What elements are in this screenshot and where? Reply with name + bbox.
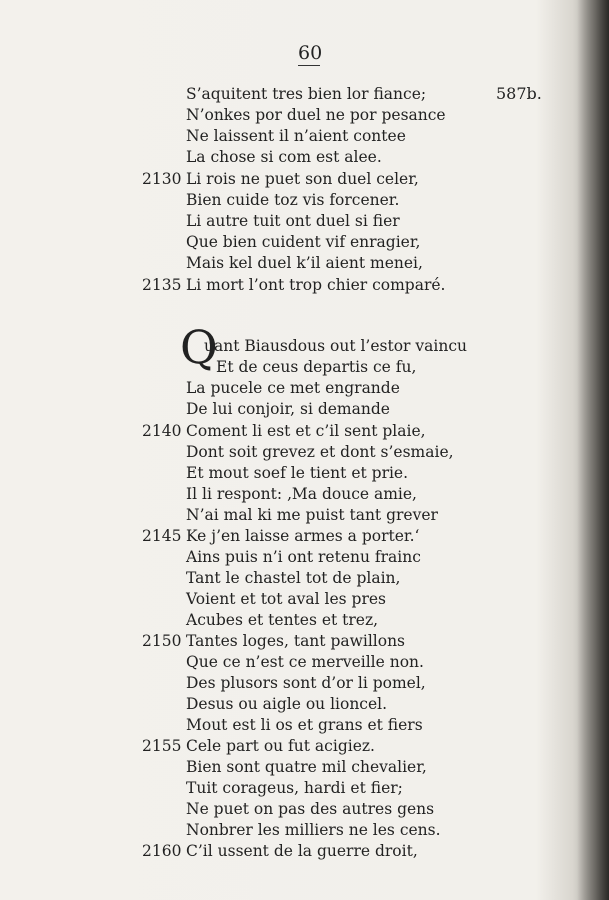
verse-line: Tant le chastel tot de plain,	[186, 569, 401, 587]
verse-line: Nonbrer les milliers ne les cens.	[186, 821, 441, 839]
line-number: 2130	[142, 170, 182, 188]
verse-line: La pucele ce met engrande	[186, 379, 400, 397]
verse-line: Mout est li os et grans et fiers	[186, 716, 423, 734]
line-number: 2135	[142, 276, 182, 294]
verse-line: Ne puet on pas des autres gens	[186, 800, 435, 818]
verse-line: Et mout soef le tient et prie.	[186, 464, 409, 482]
page-number: 60	[298, 42, 323, 64]
line-number: 2160	[142, 842, 182, 860]
verse-line: Desus ou aigle ou lioncel.	[186, 695, 388, 713]
verse-line: N’onkes por duel ne por pesance	[186, 106, 446, 124]
verse-line: Acubes et tentes et trez,	[186, 611, 379, 629]
verse-line: La chose si com est alee.	[186, 148, 382, 166]
verse-line: N’ai mal ki me puist tant grever	[186, 506, 438, 524]
verse-line: Coment li est et c’il sent plaie,	[186, 422, 426, 440]
line-number: 2145	[142, 527, 182, 545]
verse-line: C’il ussent de la guerre droit,	[186, 842, 418, 860]
verse-line: Tuit corageus, hardi et fier;	[186, 779, 403, 797]
verse-line: De lui conjoir, si demande	[186, 400, 390, 418]
margin-reference: 587b.	[496, 84, 542, 103]
verse-line: Et de ceus departis ce fu,	[216, 358, 417, 376]
verse-line: Ne laissent il n’aient contee	[186, 127, 406, 145]
verse-line: Que ce n’est ce merveille non.	[186, 653, 424, 671]
line-number: 2140	[142, 422, 182, 440]
verse-line: Tantes loges, tant pawillons	[186, 632, 406, 650]
verse-line: S’aquitent tres bien lor fiance;	[186, 85, 427, 103]
verse-line: Voient et tot aval les pres	[186, 590, 387, 608]
verse-line: Mais kel duel k’il aient menei,	[186, 254, 423, 272]
verse-line: Li rois ne puet son duel celer,	[186, 170, 419, 188]
verse-line: Il li respont: ‚Ma douce amie,	[186, 485, 417, 503]
verse-line: Bien cuide toz vis forcener.	[186, 191, 400, 209]
verse-line: Des plusors sont d’or li pomel,	[186, 674, 426, 692]
verse-line: Ke j’en laisse armes a porter.‘	[186, 527, 420, 545]
binding-shadow	[577, 0, 609, 900]
verse-line: Que bien cuident vif enragier,	[186, 233, 421, 251]
drop-cap: Q	[180, 320, 218, 374]
verse-line: Li autre tuit ont duel si fier	[186, 212, 400, 230]
line-number: 2155	[142, 737, 182, 755]
verse-line: uant Biausdous out l’estor vaincu	[204, 337, 467, 355]
verse-line: Cele part ou fut acigiez.	[186, 737, 375, 755]
line-number: 2150	[142, 632, 182, 650]
verse-line: Dont soit grevez et dont s’esmaie,	[186, 443, 454, 461]
verse-line: Bien sont quatre mil chevalier,	[186, 758, 427, 776]
verse-line: Li mort l’ont trop chier comparé.	[186, 276, 446, 294]
verse-line: Ains puis n’i ont retenu frainc	[186, 548, 421, 566]
